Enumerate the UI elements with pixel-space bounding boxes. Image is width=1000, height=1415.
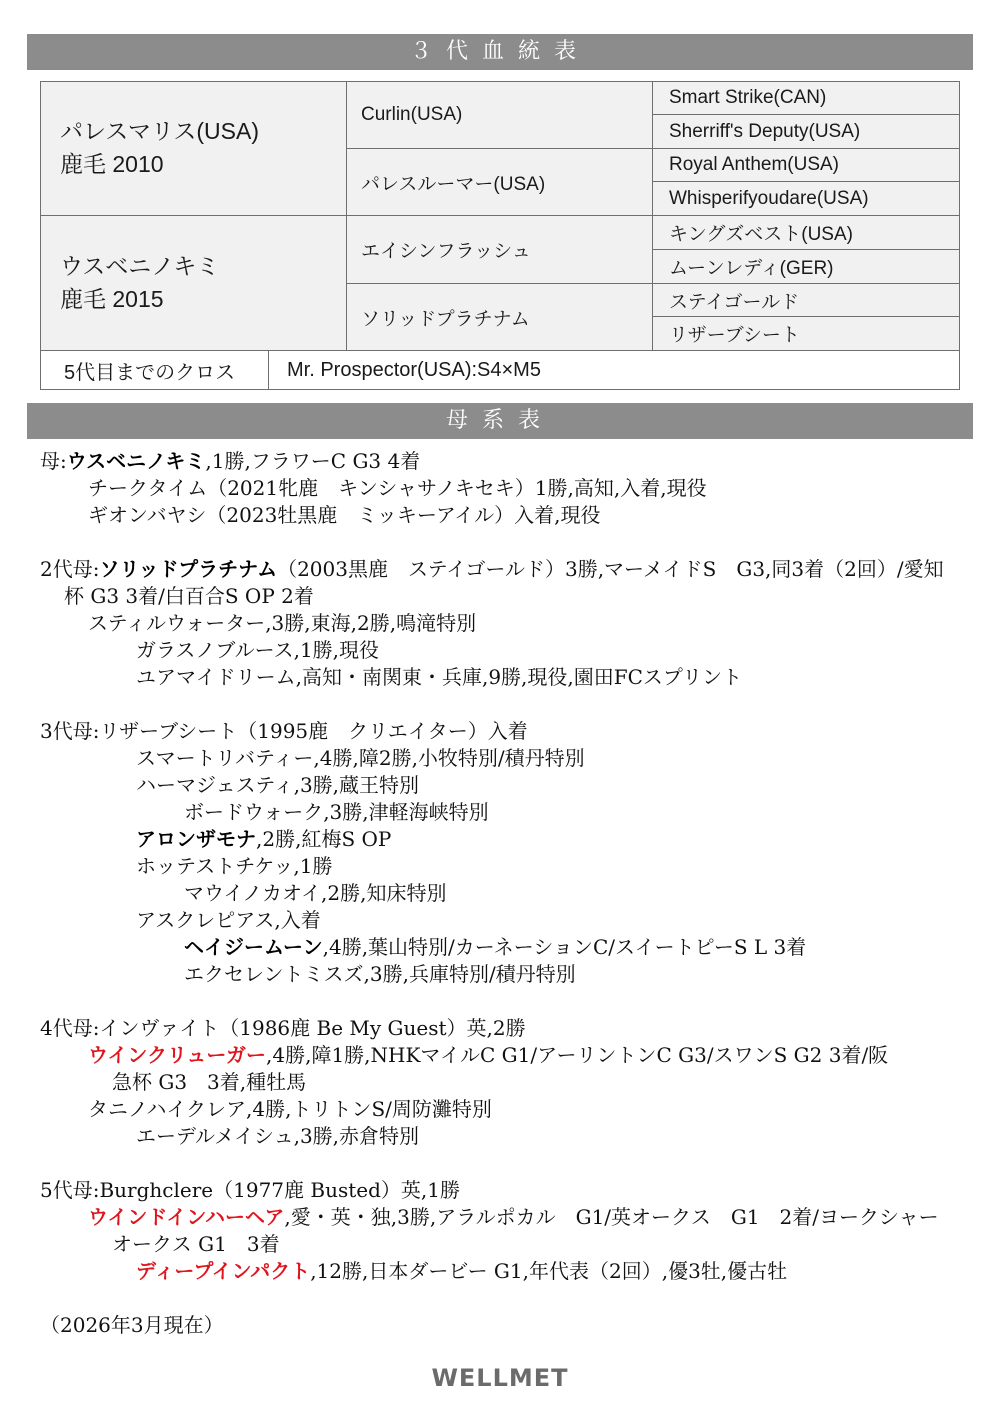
dam-dam-name: ソリッドプラチナム: [361, 308, 530, 330]
record-text: ,12勝,日本ダービー G1,年代表（2回）,優3牡,優古牡: [310, 1259, 788, 1283]
g3-cell: [653, 149, 960, 182]
g3-cell: [653, 284, 960, 317]
list-item: ハーマジェスティ,3勝,蔵王特別: [136, 773, 420, 797]
cross-label: 5代目までのクロス: [64, 361, 236, 384]
list-item: ギオンバヤシ（2023牡黒鹿 ミッキーアイル）入着,現役: [88, 503, 601, 527]
list-item: エクセレントミスズ,3勝,兵庫特別/積丹特別: [184, 962, 576, 986]
dam-cell: [40, 216, 347, 351]
list-item: 3代母:リザーブシート（1995鹿 クリエイター）入着: [40, 719, 528, 743]
pedigree-header: ３代血統表: [27, 34, 973, 70]
horse-name-red: ディープインパクト: [136, 1259, 311, 1283]
list-item: [88, 1042, 888, 1069]
list-item: 4代母:インヴァイト（1986鹿 Be My Guest）英,2勝: [40, 1016, 526, 1040]
g3-name: キングズベスト(USA): [669, 224, 853, 245]
generation-label: 2代母:: [40, 557, 100, 581]
g3-name: Whisperifyoudare(USA): [669, 187, 869, 209]
g3-cell: [653, 115, 960, 149]
g3-name: ステイゴールド: [669, 291, 800, 313]
record-text: ,愛・英・独,3勝,アラルポカル G1/英オークス G1 2着/ヨークシャー: [284, 1205, 939, 1229]
sire-info: 鹿毛 2010: [60, 151, 164, 177]
record-text: ,4勝,葉山特別/カーネーションC/スイートピーS L 3着: [322, 935, 807, 959]
record-text: ,4勝,障1勝,NHKマイルC G1/アーリントンC G3/スワンS G2 3着/阪: [266, 1043, 889, 1067]
list-item: ボードウォーク,3勝,津軽海峡特別: [184, 800, 489, 824]
g3-name: Sherriff's Deputy(USA): [669, 120, 861, 142]
horse-name-bold: アロンザモナ: [136, 827, 256, 851]
g3-cell: [653, 81, 960, 115]
list-item: マウイノカオイ,2勝,知床特別: [184, 881, 447, 905]
dam-sire-name: エイシンフラッシュ: [361, 241, 531, 262]
g3-name: ムーンレディ(GER): [669, 258, 834, 279]
list-item: [88, 1204, 939, 1231]
horse-name-bold: ソリッドプラチナム: [99, 557, 278, 581]
g3-cell: [653, 182, 960, 216]
dam-name: ウスベニノキミ: [60, 253, 220, 279]
g3-name: リザーブシート: [669, 325, 800, 346]
list-item: 杯 G3 3着/白百合S OP 2着: [64, 584, 314, 608]
list-item: オークス G1 3着: [112, 1232, 280, 1256]
list-item: チークタイム（2021牝鹿 キンシャサノキセキ）1勝,高知,入着,現役: [88, 476, 707, 500]
sire-dam-name: パレスルーマー(USA): [361, 173, 546, 195]
list-item: タニノハイクレア,4勝,トリトンS/周防灘特別: [88, 1097, 492, 1121]
g3-cell: [653, 216, 960, 250]
horse-name-red: ウインドインハーヘア: [88, 1205, 285, 1229]
list-item: 急杯 G3 3着,種牡馬: [112, 1070, 307, 1094]
sire-sire-name: Curlin(USA): [361, 103, 463, 125]
dam-info: 鹿毛 2015: [60, 286, 164, 312]
list-item: エーデルメイシュ,3勝,赤倉特別: [136, 1124, 420, 1148]
cross-value: Mr. Prospector(USA):S4×M5: [287, 358, 541, 381]
horse-name-bold: ヘイジームーン: [184, 935, 323, 959]
cross-value-cell: [269, 351, 960, 390]
sire-dam-cell: [347, 149, 653, 216]
list-item: [136, 826, 391, 853]
pedigree-table: [40, 81, 960, 390]
horse-name-bold: ウスベニノキミ: [66, 449, 206, 473]
dam-dam-cell: [347, 284, 653, 351]
g3-cell: [653, 317, 960, 351]
wellmet-logo: WELLMET: [431, 1364, 569, 1392]
list-item: [184, 934, 806, 961]
list-item: スティルウォーター,3勝,東海,2勝,鳴滝特別: [88, 611, 477, 635]
record-text: ,2勝,紅梅S OP: [256, 827, 392, 851]
generation-label: 母:: [40, 449, 67, 473]
g3-cell: [653, 250, 960, 284]
record-text: ,1勝,フラワーC G3 4着: [205, 449, 421, 473]
sire-name: パレスマリス(USA): [60, 118, 259, 144]
female-line-header: 母系表: [27, 403, 973, 439]
g3-name: Smart Strike(CAN): [669, 86, 827, 108]
sire-cell: [40, 81, 347, 216]
list-item: ユアマイドリーム,高知・南関東・兵庫,9勝,現役,園田FCスプリント: [136, 665, 743, 689]
date-note: （2026年3月現在）: [40, 1313, 224, 1337]
g3-name: Royal Anthem(USA): [669, 154, 840, 175]
list-item: [40, 448, 420, 475]
list-item: スマートリバティー,4勝,障2勝,小牧特別/積丹特別: [136, 746, 585, 770]
list-item: [136, 1258, 787, 1285]
list-item: ガラスノブルース,1勝,現役: [136, 638, 380, 662]
list-item: [40, 556, 944, 583]
dam-sire-cell: [347, 216, 653, 284]
list-item: 5代母:Burghclere（1977鹿 Busted）英,1勝: [40, 1178, 460, 1202]
horse-name-red: ウインクリューガー: [88, 1043, 266, 1067]
record-text: （2003黒鹿 ステイゴールド）3勝,マーメイドS G3,同3着（2回）/愛知: [277, 557, 944, 581]
list-item: アスクレピアス,入着: [136, 908, 321, 932]
list-item: ホッテストチケッ,1勝: [136, 854, 333, 878]
sire-sire-cell: [347, 81, 653, 149]
cross-label-cell: [40, 351, 269, 390]
